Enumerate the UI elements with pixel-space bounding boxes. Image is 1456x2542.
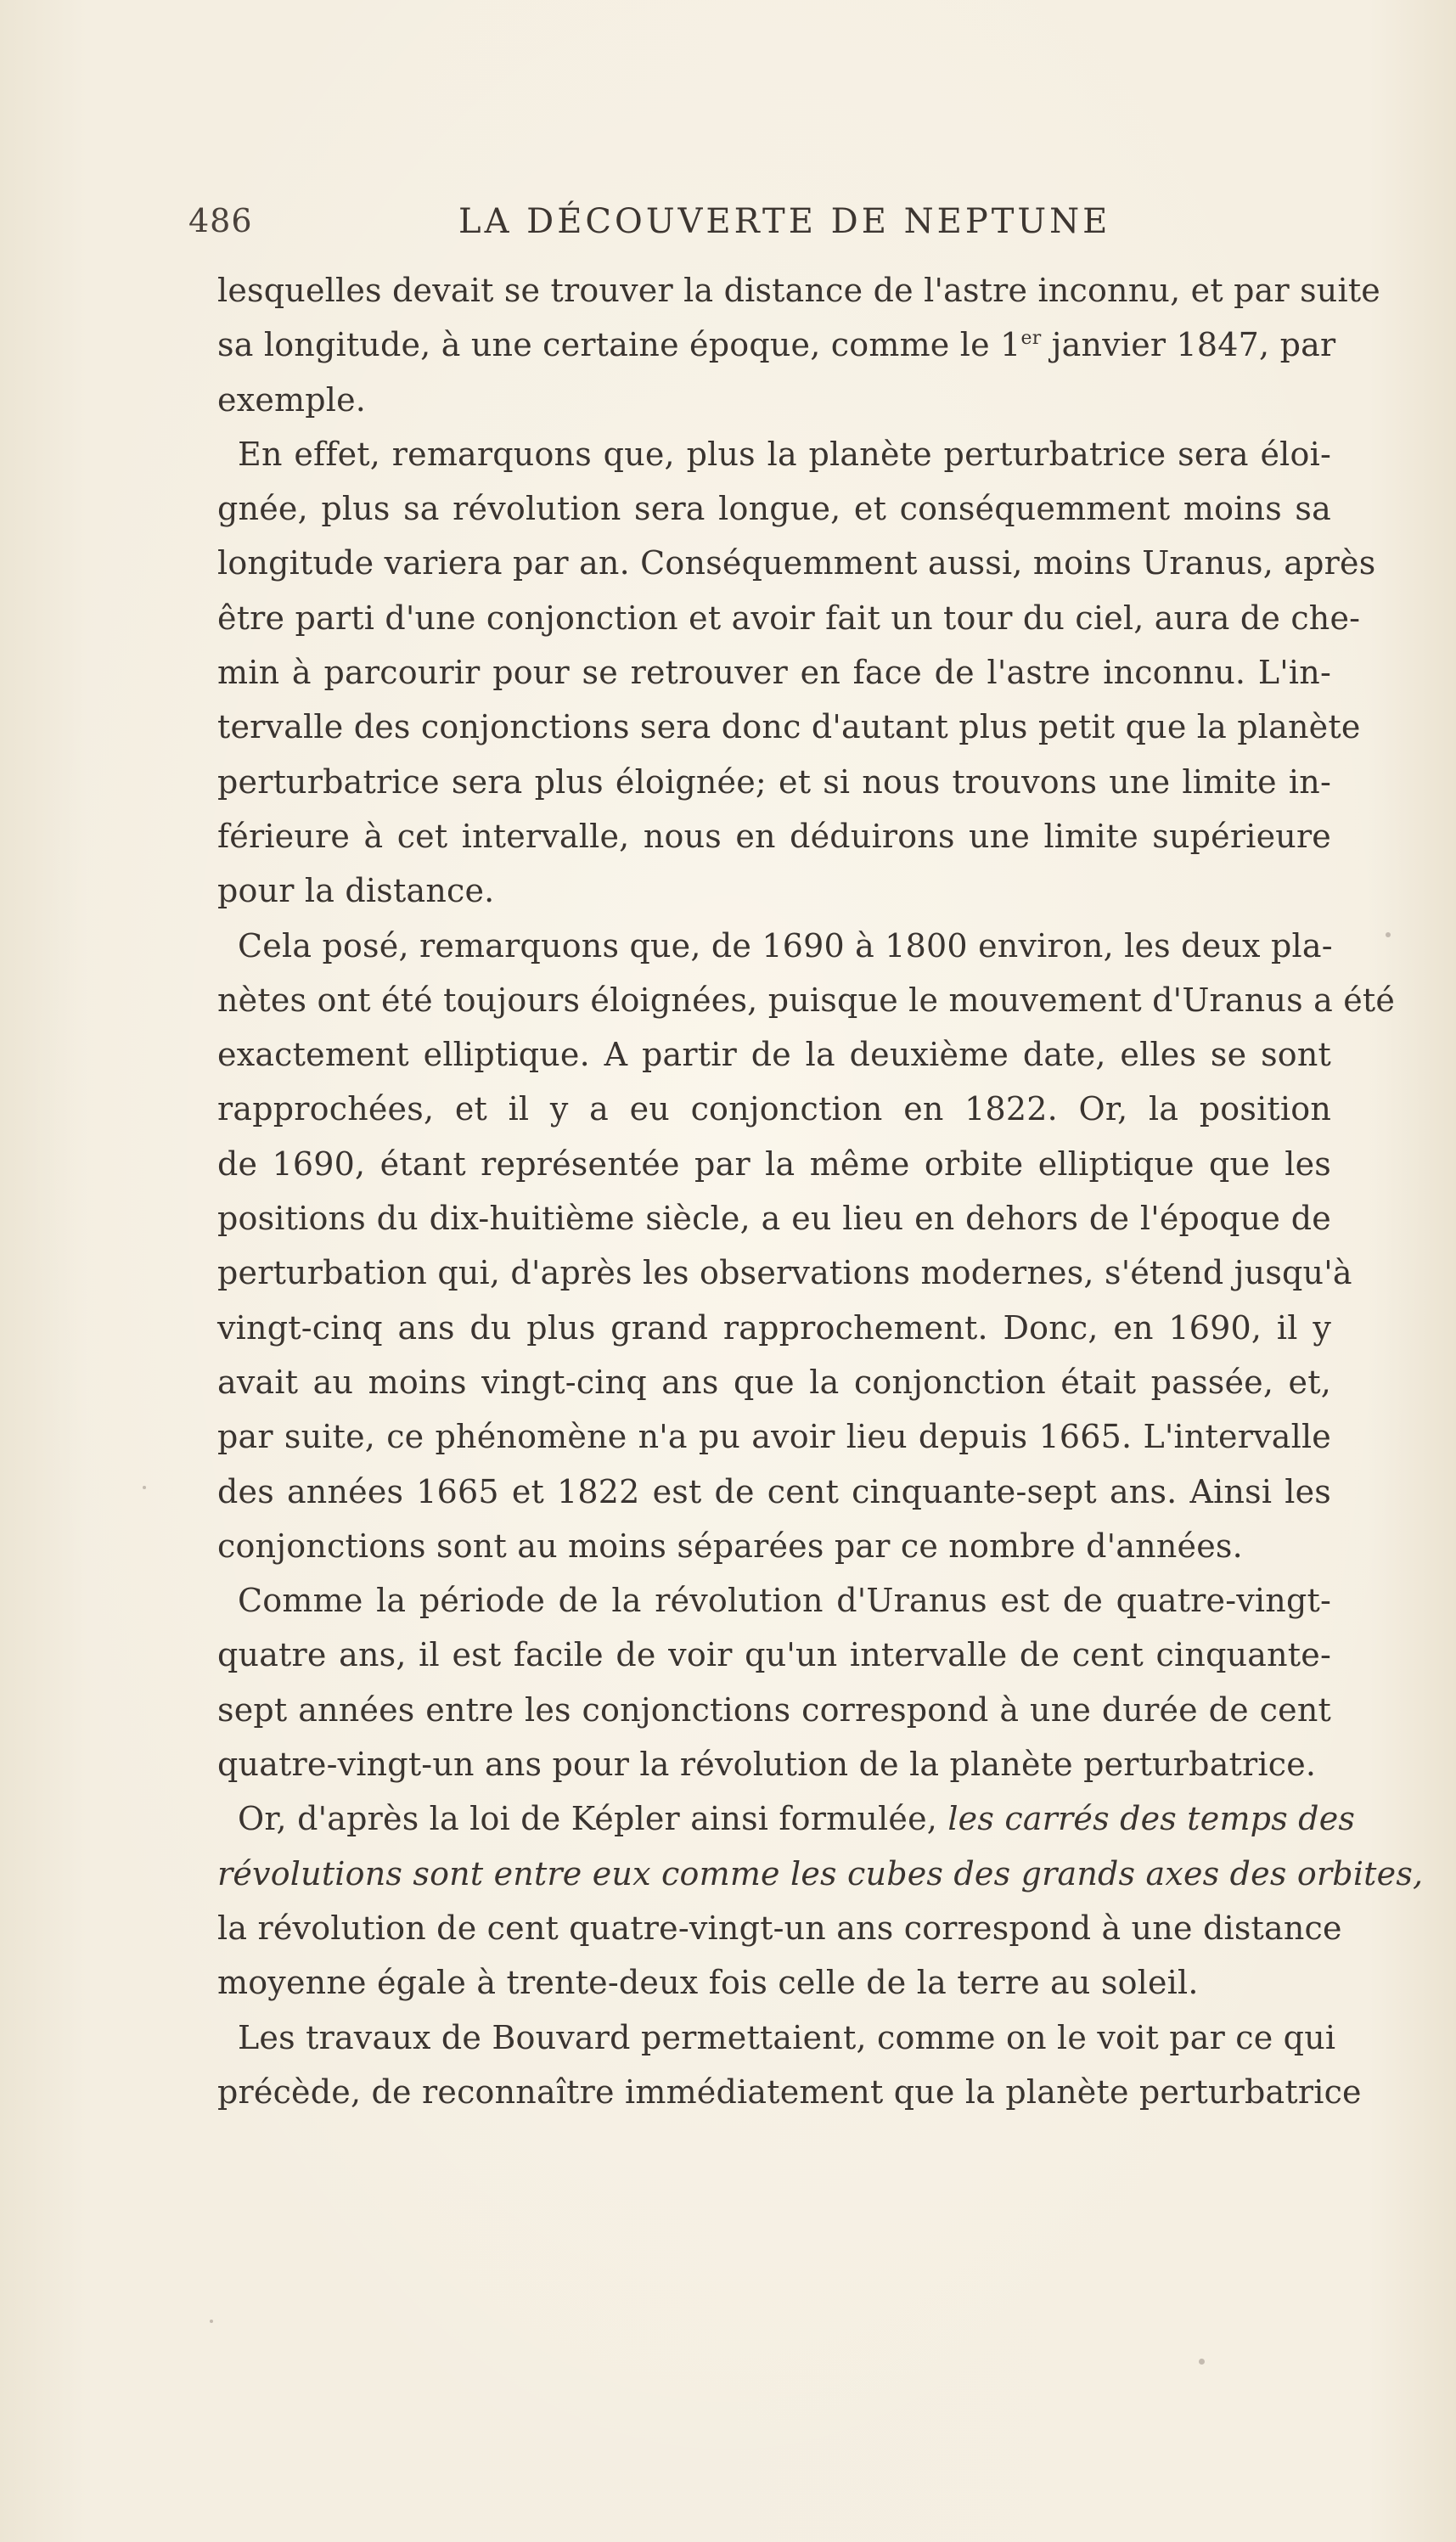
body-text (217, 263, 1424, 2119)
text-line: longitude variera par an. Conséquemment aussi, moins Uranus, après (217, 544, 1376, 582)
paper-speck (143, 1486, 146, 1489)
page-number: 486 (188, 202, 253, 239)
text-line: rapprochées, et il y a eu conjonction en 1822. Or, la position (217, 1090, 1331, 1128)
text-line: perturbatrice sera plus éloignée; et si nous trouvons une limite in- (217, 762, 1331, 801)
text-line: tervalle des conjonctions sera donc d'autant plus petit que la planète (217, 708, 1361, 746)
text-line: exemple. (217, 380, 367, 419)
text-line (217, 1847, 1424, 1901)
text-line: sa longitude, à une certaine époque, comme le 1er janvier 1847, par (217, 326, 1336, 364)
paper-speck (1199, 2359, 1205, 2365)
text-line: précède, de reconnaître immédiatement que la planète perturbatrice (217, 2072, 1362, 2111)
text-line: par suite, ce phénomène n'a pu avoir lieu depuis 1665. L'intervalle (217, 1418, 1331, 1456)
paragraph-first-line: Comme la période de la révolution d'Uranus est de quatre-vingt- (238, 1582, 1331, 1620)
text-line: nètes ont été toujours éloignées, puisque le mouvement d'Uranus a été (217, 981, 1396, 1019)
text-line: quatre-vingt-un ans pour la révolution de la planète perturbatrice. (217, 1746, 1317, 1784)
paragraph-first-line: Or, d'après la loi de Képler ainsi formulée, les carrés des temps des (238, 1800, 1356, 1838)
text-line: pour la distance. (217, 872, 495, 910)
text-line: sept années entre les conjonctions correspond à une durée de cent (217, 1690, 1331, 1729)
text-line: positions du dix-huitième siècle, a eu lieu en dehors de l'époque de (217, 1200, 1331, 1238)
text-line: de 1690, étant représentée par la même orbite elliptique que les (217, 1144, 1331, 1183)
text-line: min à parcourir pour se retrouver en face de l'astre inconnu. L'in- (217, 654, 1331, 692)
superscript: er (1020, 328, 1042, 350)
text-line: avait au moins vingt-cinq ans que la conjonction était passée, et, (217, 1363, 1331, 1401)
text-line: vingt-cinq ans du plus grand rapprochement. Donc, en 1690, il y (217, 1308, 1331, 1347)
text-line: conjonctions sont au moins séparées par ce nombre d'années. (217, 1527, 1243, 1565)
text-line: exactement elliptique. A partir de la deuxième date, elles se sont (217, 1036, 1331, 1074)
running-head (188, 202, 1335, 253)
italic-text: les carrés des temps des (947, 1800, 1356, 1838)
text-line: la révolution de cent quatre-vingt-un ans correspond à une distance (217, 1909, 1342, 1947)
paragraph-first-line: En effet, remarquons que, plus la planète perturbatrice sera éloi- (238, 435, 1331, 473)
text-line: férieure à cet intervalle, nous en déduirons une limite supérieure (217, 817, 1331, 855)
paper-speck (210, 2320, 213, 2323)
text-line: être parti d'une conjonction et avoir fait un tour du ciel, aura de che- (217, 599, 1361, 637)
text-line: des années 1665 et 1822 est de cent cinquante-sept ans. Ainsi les (217, 1472, 1331, 1510)
text-line: perturbation qui, d'après les observations modernes, s'étend jusqu'à (217, 1254, 1352, 1292)
paragraph-first-line: Les travaux de Bouvard permettaient, comme on le voit par ce qui (238, 2018, 1336, 2056)
paragraph-first-line: Cela posé, remarquons que, de 1690 à 1800 environ, les deux pla- (238, 926, 1333, 964)
running-title: LA DÉCOUVERTE DE NEPTUNE (458, 202, 1111, 241)
paper-speck (1386, 932, 1391, 937)
text-line: gnée, plus sa révolution sera longue, et conséquemment moins sa (217, 490, 1331, 528)
text-line: moyenne égale à trente-deux fois celle de la terre au soleil. (217, 1964, 1199, 2002)
text-line: quatre ans, il est facile de voir qu'un intervalle de cent cinquante- (217, 1636, 1331, 1674)
text-line: lesquelles devait se trouver la distance de l'astre inconnu, et par suite (217, 272, 1380, 309)
italic-text: révolutions sont entre eux comme les cubes des grands axes des orbites, (217, 1854, 1424, 1892)
